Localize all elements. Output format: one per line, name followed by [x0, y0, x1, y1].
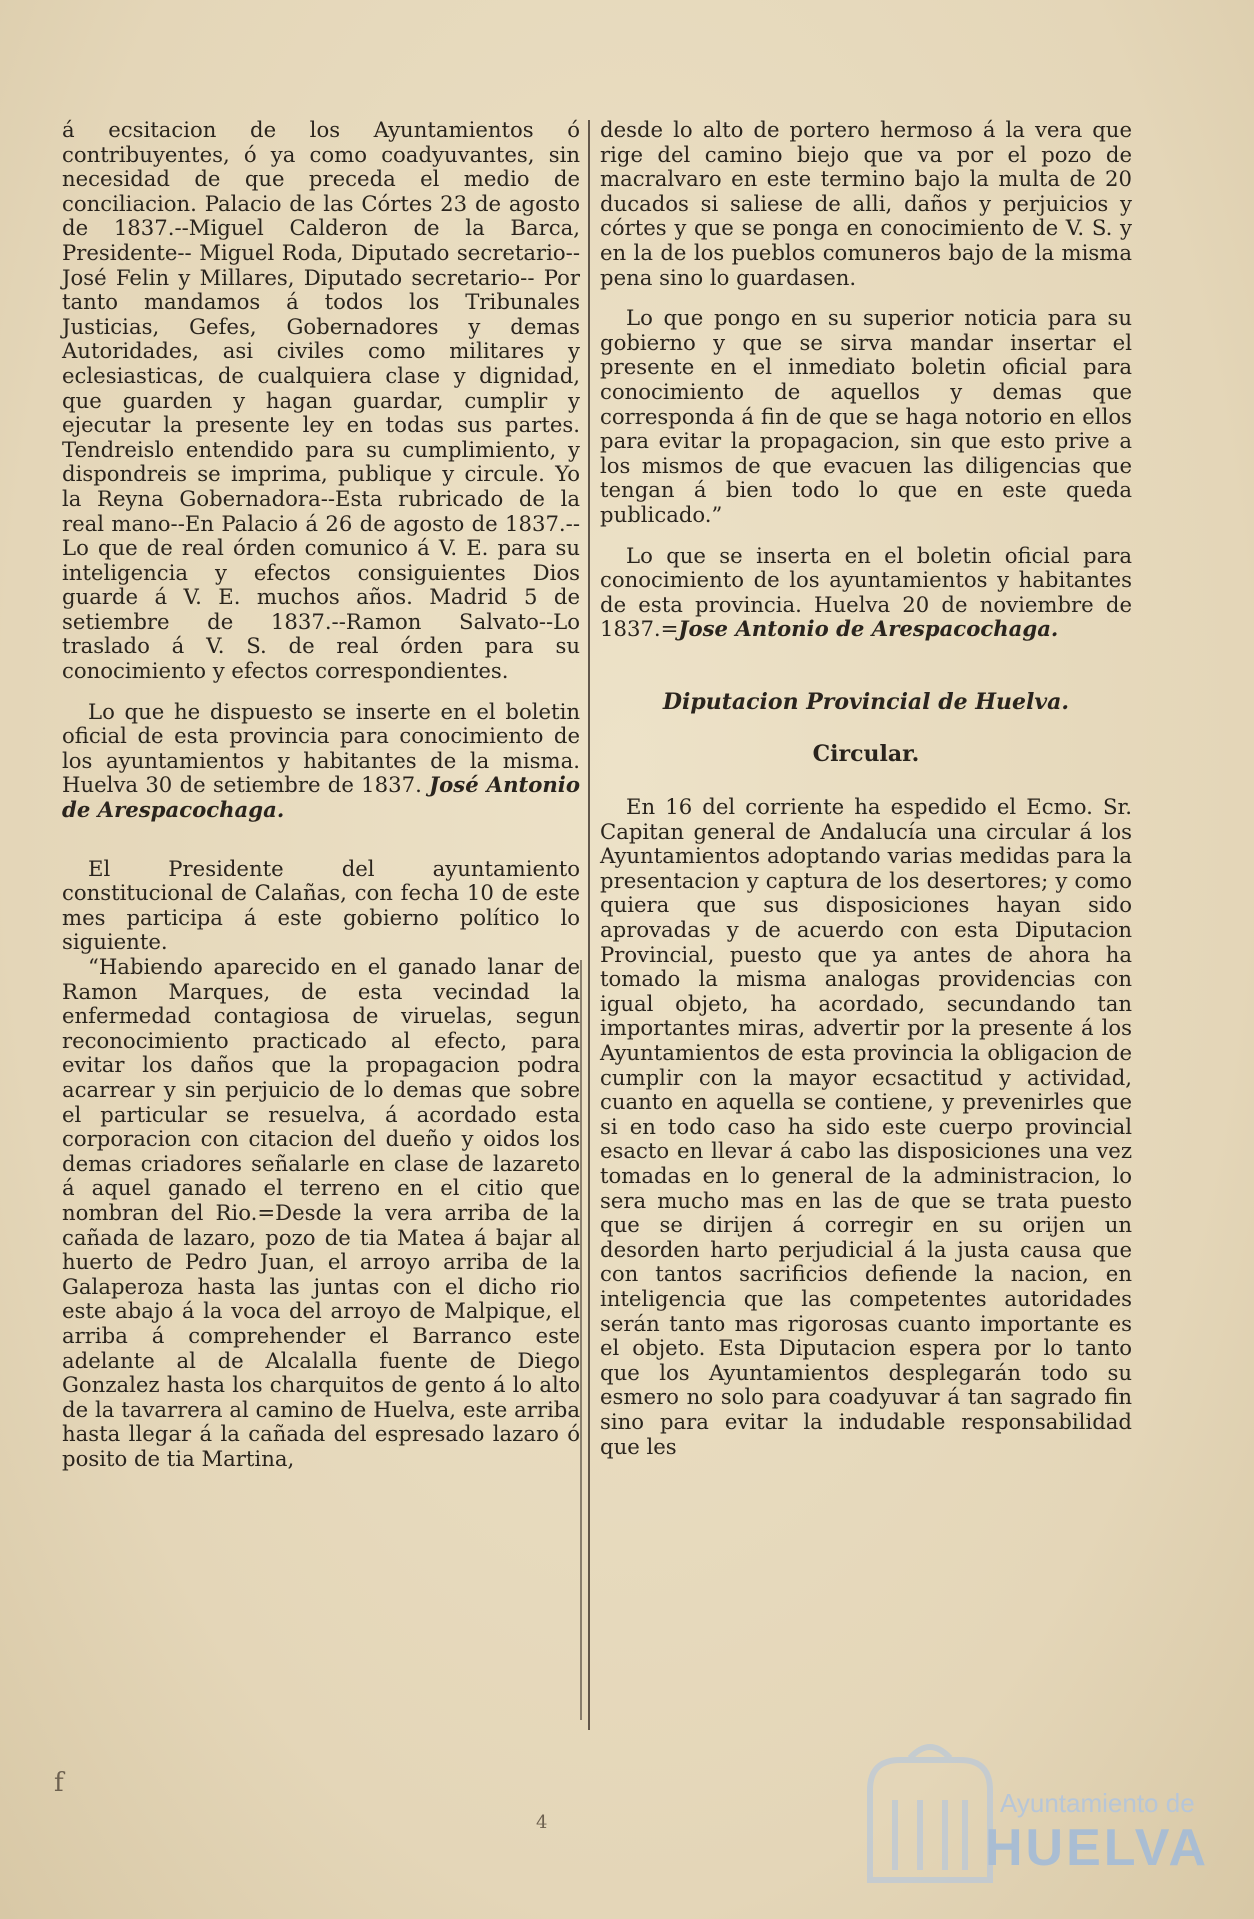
margin-mark: f	[54, 1768, 64, 1798]
left-paragraph-4: “Habiendo aparecido en el ganado lanar de Ramon Marques, de esta vecindad la enfermedad contagiosa de viruelas, segun reconocimiento practicado al efecto, para evitar los daños que la propagacion podra acarrear y sin perjuicio de lo demas que sobre el particular se resuelva, á acordado esta corporacion con citacion del dueño y oidos los demas criadores señalarle en clase de lazareto á aquel ganado el terreno en el citio que nombran del Rio.=Desde la vera arriba de la cañada de lazaro, pozo de tia Matea á bajar al huerto de Pedro Juan, el arroyo arriba de la Galaperoza hasta las juntas con el dicho rio este abajo á la voca del arroyo de Malpique, el arriba á comprehender el Barranco este adelante al de Alcalalla fuente de Diego Gonzalez hasta los charquitos de gento á lo alto de la tavarrera al camino de Huelva, este arriba hasta llegar á la cañada del espresado lazaro ó posito de tia Martina,	[62, 954, 580, 1471]
left-column	[62, 118, 580, 1471]
left-paragraph-2-signature: José Antonio de Arespacochaga.	[62, 772, 580, 823]
right-paragraph-3-signature: Jose Antonio de Arespacochaga.	[678, 616, 1059, 642]
column-divider	[588, 120, 590, 1730]
section-heading: Diputacion Provincial de Huelva.	[662, 688, 1070, 715]
watermark-line-2: HUELVA	[985, 1819, 1210, 1877]
foot-mark: 4	[536, 1812, 548, 1833]
left-paragraph-1: á ecsitacion de los Ayuntamientos ó contribuyentes, ó ya como coadyuvantes, sin necesidad de que preceda el medio de conciliacion. Palacio de las Córtes 23 de agosto de 1837.--Miguel Calderon de la Barca, Presidente-- Miguel Roda, Diputado secretario-- José Felin y Millares, Diputado secretario-- Por tanto mandamos á todos los Tribunales Justicias, Gefes, Gobernadores y demas Autoridades, asi civiles como militares y eclesiasticas, de cualquiera clase y dignidad, que guarden y hagan guardar, cumplir y ejecutar la presente ley en todas sus partes. Tendreislo entendido para su cumplimiento, y dispondreis se imprima, publique y circule. Yo la Reyna Gobernadora--Esta rubricado de la real mano--En Palacio á 26 de agosto de 1837.--Lo que de real órden comunico á V. E. para su inteligencia y efectos consiguientes Dios guarde á V. E. muchos años. Madrid 5 de setiembre de 1837.--Ramon Salvato--Lo traslado á V. S. de real órden para su conocimiento y efectos correspondientes.	[62, 117, 580, 684]
watermark-line-1: Ayuntamiento de	[1000, 1788, 1195, 1818]
right-paragraph-3	[600, 544, 1132, 642]
column-divider-lower	[580, 960, 582, 1720]
section-subheading: Circular.	[812, 741, 920, 768]
left-paragraph-2-text: Lo que he dispuesto se inserte en el boletin oficial de esta provincia para conocimiento de los ayuntamientos y habitantes de la misma. Huelva 30 de setiembre de 1837.	[62, 698, 580, 798]
right-paragraph-4: En 16 del corriente ha espedido el Ecmo. Sr. Capitan general de Andalucía una circular á los Ayuntamientos adoptando varias medidas para la presentacion y captura de los desertores; y como quiera que sus disposiciones hayan sido aprovadas y de acuerdo con esta Diputacion Provincial, puesto que ya antes de ahora ha tomado la misma analogas providencias con igual objeto, ha acordado, secundando tan importantes miras, advertir por la presente á los Ayuntamientos de esta provincia la obligacion de cumplir con la mayor ecsactitud y actividad, cuanto en aquella se contiene, y prevenirles que si en todo caso ha sido este cuerpo provincial esacto en llevar á cabo las disposiciones una vez tomadas en lo general de la administracion, lo sera mucho mas en las de que se trata puesto que se dirijen á corregir en su orijen un desorden harto perjudicial á la justa causa que con tantos sacrificios defiende la nacion, en inteligencia que las competentes autoridades serán tanto mas rigorosas cuanto importante es el objeto. Esta Diputacion espera por lo tanto que los Ayuntamientos desplegarán todo su esmero no solo para coadyuvar á tan sagrado fin sino para evitar la indudable responsabilidad que les	[600, 794, 1132, 1459]
right-paragraph-2: Lo que pongo en su superior noticia para su gobierno y que se sirva mandar insertar el presente en el inmediato boletin oficial para conocimiento de aquellos y demas que corresponda á fin de que se haga notorio en ellos para evitar la propagacion, sin que esto prive a los mismos de que evacuen las diligencias que tengan á bien todo lo que en este queda publicado.”	[600, 305, 1132, 527]
right-paragraph-1: desde lo alto de portero hermoso á la vera que rige del camino biejo que va por el pozo de macralvaro en este termino bajo la multa de 20 ducados si saliese de alli, daños y perjuicios y córtes y que se ponga en conocimiento de V. S. y en la de los pueblos comuneros bajo de la misma pena sino lo guardasen.	[600, 117, 1132, 290]
left-paragraph-2	[62, 700, 580, 823]
right-column	[600, 118, 1132, 1459]
right-paragraph-3-text: Lo que se inserta en el boletin oficial para conocimiento de los ayuntamientos y habitantes de esta provincia. Huelva 20 de noviembre de 1837.=	[600, 542, 1132, 642]
left-paragraph-3: El Presidente del ayuntamiento constitucional de Calañas, con fecha 10 de este mes participa á este gobierno político lo siguiente.	[62, 855, 580, 955]
